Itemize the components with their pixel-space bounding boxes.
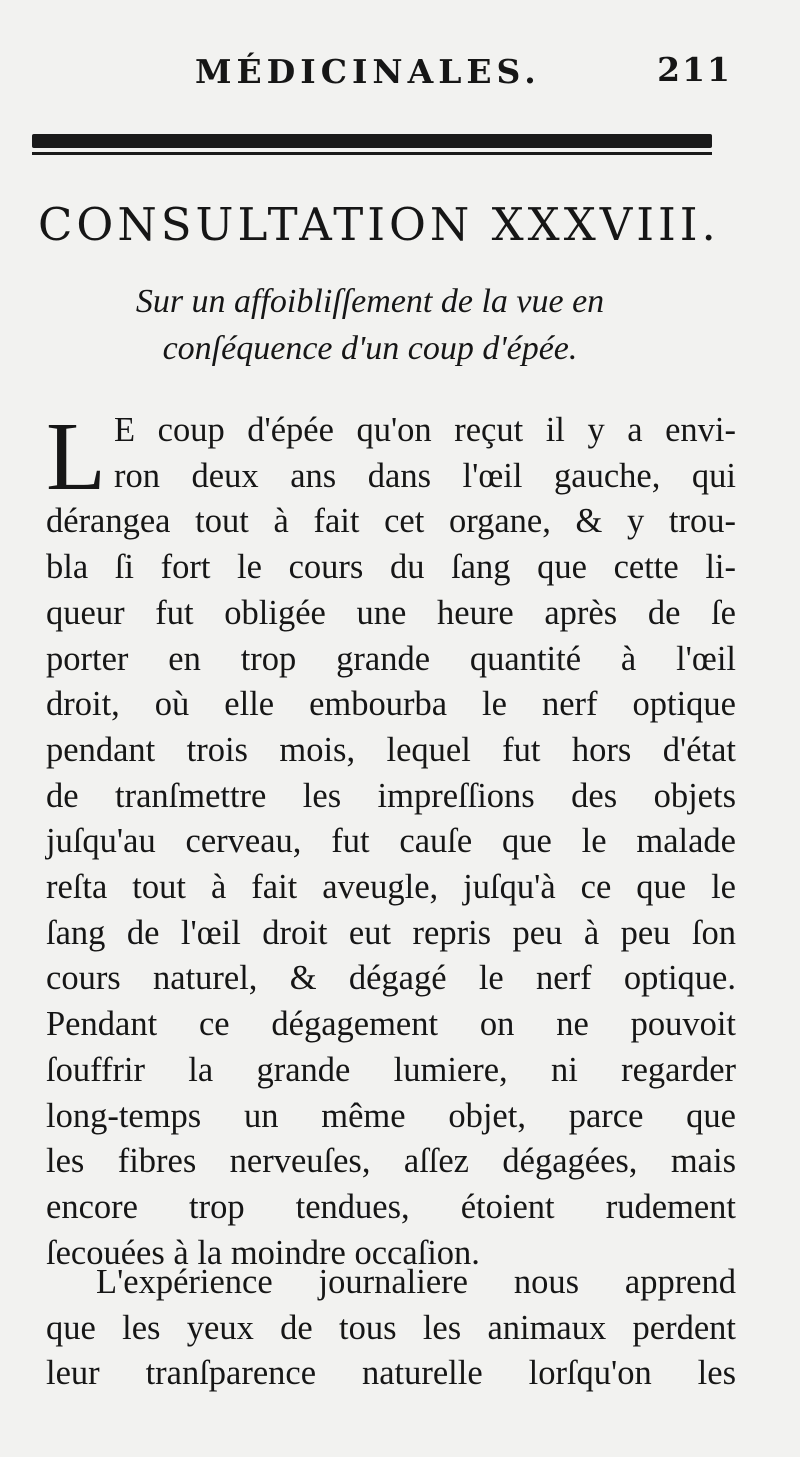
text-line: dérangea tout à fait cet organe, & y trou- bbox=[46, 502, 736, 541]
running-head: MÉDICINALES. bbox=[195, 52, 541, 91]
text-line: cours naturel, & dégagé le nerf optique. bbox=[46, 959, 736, 998]
text-line: long-temps un même objet, parce que bbox=[46, 1096, 736, 1135]
paragraph-2 bbox=[46, 1260, 736, 1397]
text-line: porter en trop grande quantité à l'œil bbox=[46, 639, 736, 678]
text-line: reſta tout à fait aveugle, juſqu'à ce que le bbox=[46, 868, 736, 907]
text-line: que les yeux de tous les animaux perdent bbox=[46, 1308, 736, 1347]
text-line: juſqu'au cerveau, fut cauſe que le malade bbox=[46, 822, 736, 861]
page-number: 211 bbox=[657, 50, 732, 89]
text-line: L'expérience journaliere nous apprend bbox=[96, 1263, 736, 1301]
text-line: ſang de l'œil droit eut repris peu à peu ſon bbox=[46, 913, 736, 952]
text-line: E coup d'épée qu'on reçut il y a envi- bbox=[114, 411, 736, 449]
text-line: ſouffrir la grande lumiere, ni regarder bbox=[46, 1050, 736, 1089]
text-line: queur fut obligée une heure après de ſe bbox=[46, 593, 736, 632]
header-rule bbox=[32, 134, 712, 148]
text-line: de tranſmettre les impreſſions des objets bbox=[46, 776, 736, 815]
text-line: droit, où elle embourba le nerf optique bbox=[46, 685, 736, 724]
subtitle-line-1: Sur un affoibliſſement de la vue en bbox=[135, 283, 605, 320]
text-line: ron deux ans dans l'œil gauche, qui bbox=[114, 456, 736, 495]
paragraph-1 bbox=[46, 403, 736, 1276]
consultation-title: CONSULTATION XXXVIII. bbox=[38, 198, 720, 251]
header-rule-thin bbox=[32, 152, 712, 155]
text-line: pendant trois mois, lequel fut hors d'état bbox=[46, 730, 736, 769]
drop-cap: L bbox=[46, 403, 106, 511]
subtitle-line-2: conſéquence d'un coup d'épée. bbox=[162, 330, 578, 367]
text-line: Pendant ce dégagement on ne pouvoit bbox=[46, 1005, 736, 1044]
text-line: encore trop tendues, étoient rudement bbox=[46, 1187, 736, 1226]
text-line: leur tranſparence naturelle lorſqu'on les bbox=[46, 1354, 736, 1393]
text-line: les fibres nerveuſes, aſſez dégagées, mais bbox=[46, 1142, 736, 1181]
text-line: bla ſi fort le cours du ſang que cette li- bbox=[46, 548, 736, 587]
text-line: ſecouées à la moindre occaſion. bbox=[46, 1233, 480, 1272]
